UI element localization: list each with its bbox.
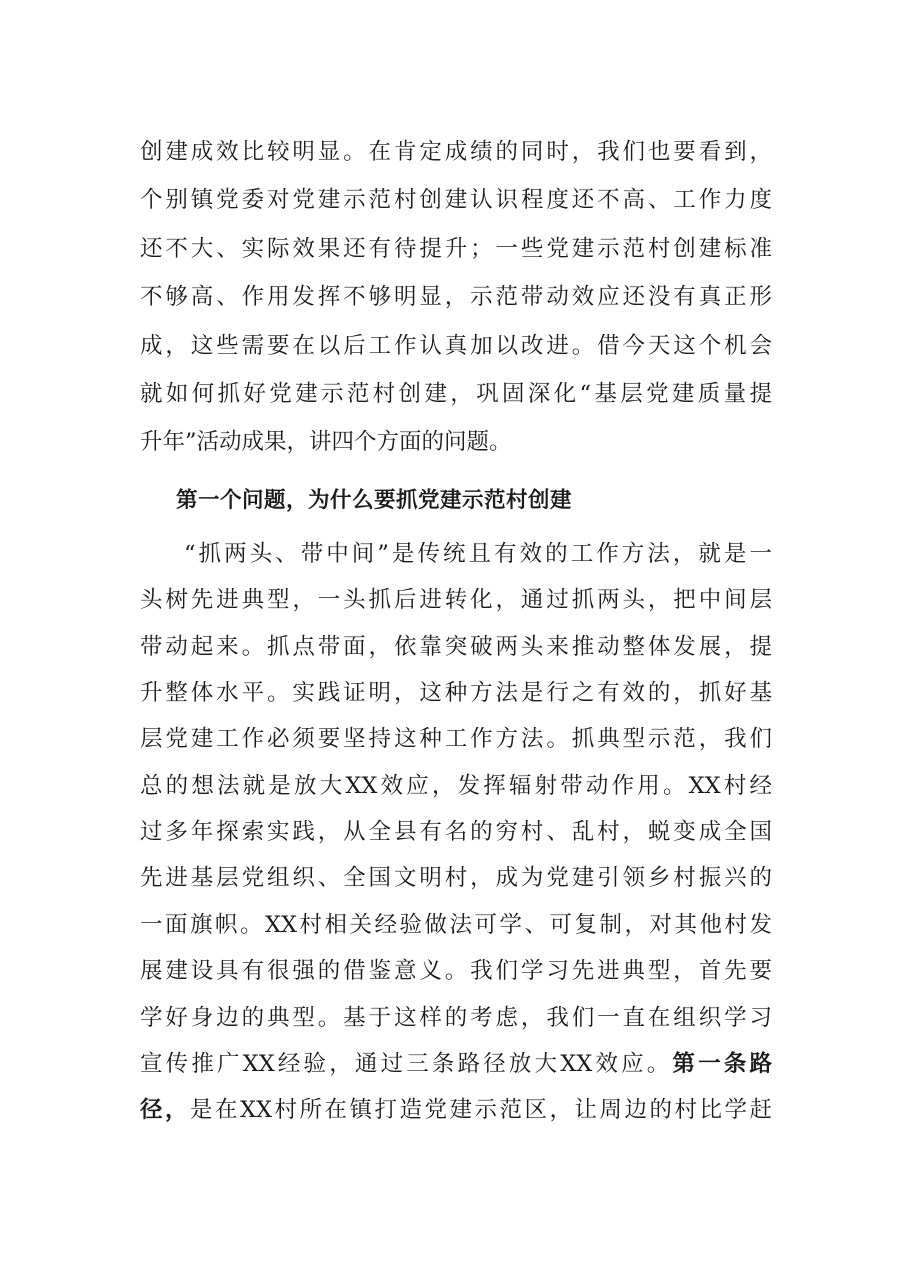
text-line: “抓两头、带中间”是传统且有效的工作方法，就是一 <box>184 540 772 567</box>
text-line: 头树先进典型，一头抓后进转化，通过抓两头，把中间层 <box>140 587 772 614</box>
text-line: 升整体水平。实践证明，这种方法是行之有效的，抓好基 <box>140 679 772 706</box>
text-run: 是在XX村所在镇打造党建示范区，让周边的村比学赶 <box>190 1097 772 1124</box>
text-run: 宣传推广XX经验，通过三条路径放大XX效应。 <box>140 1051 673 1078</box>
text-line: 先进基层党组织、全国文明村，成为党建引领乡村振兴的 <box>140 865 772 892</box>
text-line <box>140 1087 772 1133</box>
paragraph-intro <box>140 128 772 467</box>
text-line: 层党建工作必须要坚持这种工作方法。抓典型示范，我们 <box>140 726 772 753</box>
text-line: 个别镇党委对党建示范村创建认识程度还不高、工作力度 <box>140 187 772 214</box>
text-line: 带动起来。抓点带面，依靠突破两头来推动整体发展，提 <box>140 633 772 660</box>
bold-text-run: 径， <box>140 1097 190 1124</box>
text-line: 创建成效比较明显。在肯定成绩的同时，我们也要看到， <box>140 139 772 165</box>
document-page <box>140 128 772 1134</box>
text-line: 不够高、作用发挥不够明显，示范带动效应还没有真正形 <box>140 284 772 311</box>
bold-text-run: 第一条路 <box>672 1051 772 1078</box>
text-line: 成，这些需要在以后工作认真加以改进。借今天这个机会 <box>140 332 772 359</box>
section-heading: 第一个问题，为什么要抓党建示范村创建 <box>176 487 573 513</box>
text-line: 还不大、实际效果还有待提升；一些党建示范村创建标准 <box>140 235 772 262</box>
text-line: 学好身边的典型。基于这样的考虑，我们一直在组织学习 <box>140 1004 772 1031</box>
text-line <box>140 1041 772 1087</box>
text-line: 总的想法就是放大XX效应，发挥辐射带动作用。XX村经 <box>140 772 772 799</box>
text-line: 升年”活动成果，讲四个方面的问题。 <box>140 429 512 456</box>
text-line: 过多年探索实践，从全县有名的穷村、乱村，蜕变成全国 <box>140 819 772 846</box>
text-line: 就如何抓好党建示范村创建，巩固深化“基层党建质量提 <box>140 380 772 407</box>
text-line: 展建设具有很强的借鉴意义。我们学习先进典型，首先要 <box>140 958 772 985</box>
text-line: 一面旗帜。XX村相关经验做法可学、可复制，对其他村发 <box>140 911 772 938</box>
paragraph-section-1 <box>140 531 772 1134</box>
